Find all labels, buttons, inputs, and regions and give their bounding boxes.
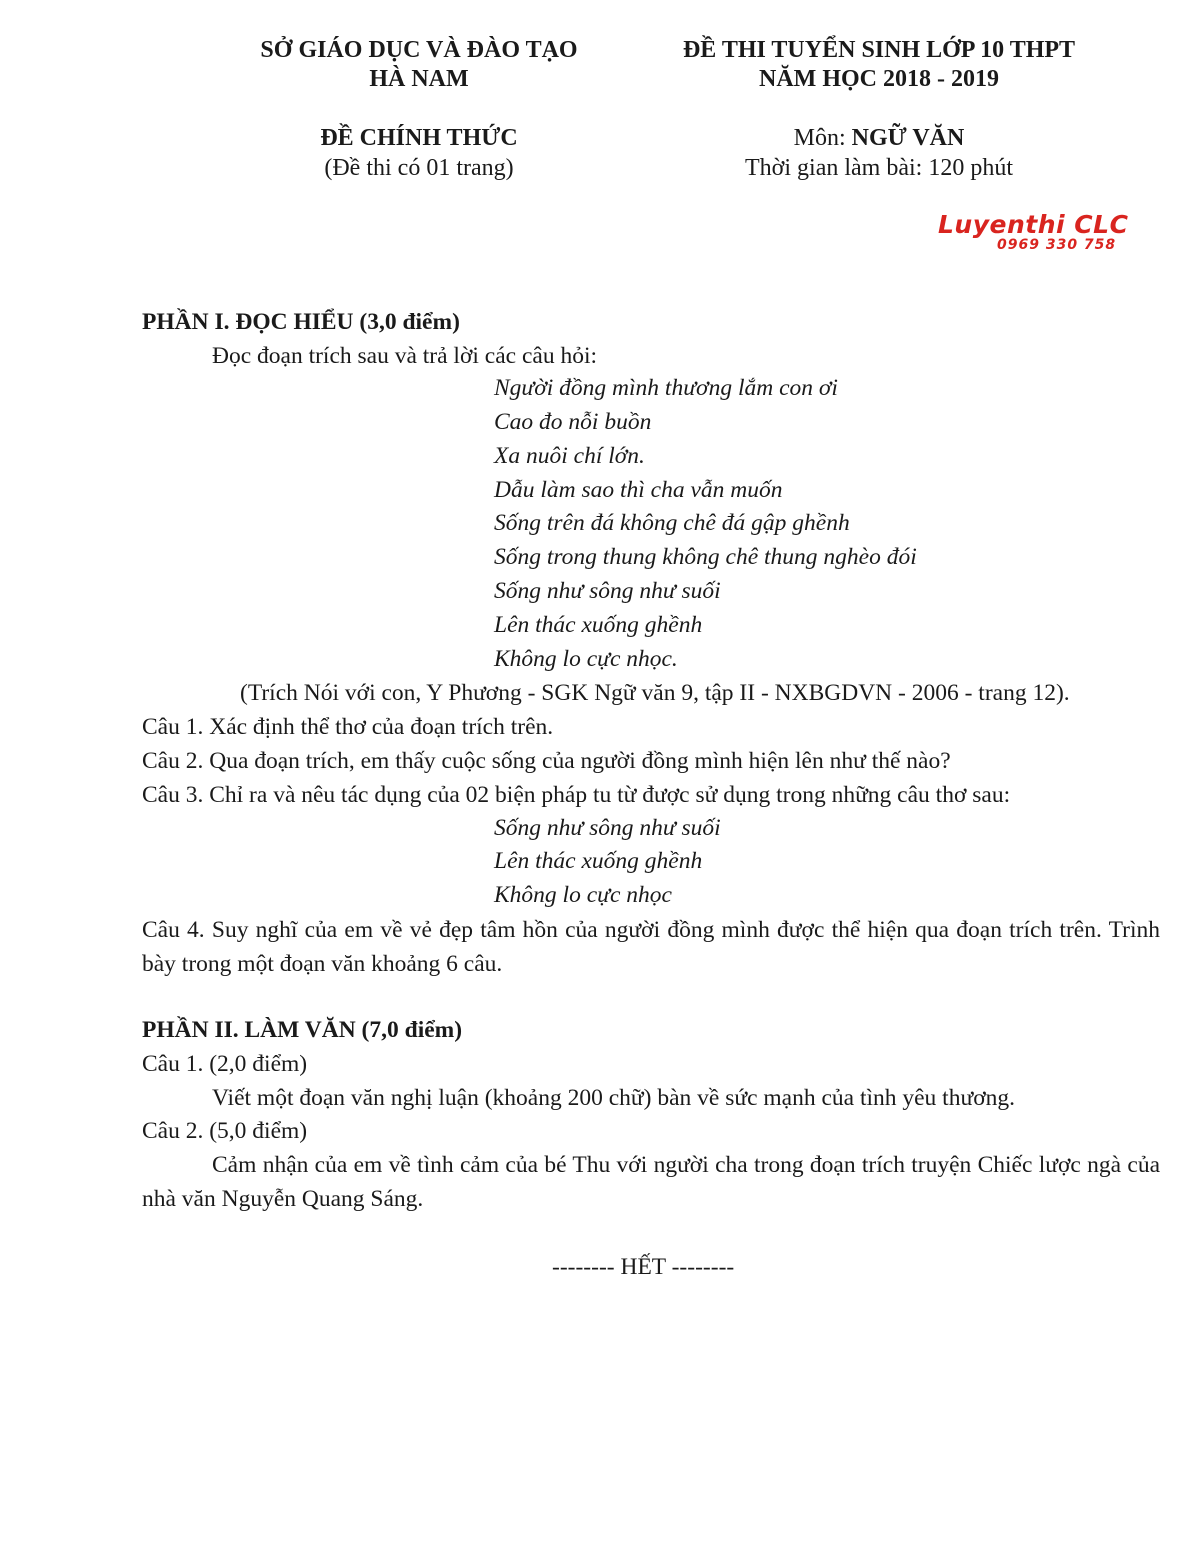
question-4: Câu 4. Suy nghĩ của em về vẻ đẹp tâm hồn của người đồng mình được thể hiện qua đoạn trích trên. Trình bày trong một đoạn văn khoảng 6 câu. (142, 917, 1160, 977)
part2-question-2-label: Câu 2. (5,0 điểm) (142, 1118, 308, 1144)
poem-line: Dẫu làm sao thì cha vẫn muốn (494, 477, 783, 503)
question-1: Câu 1. Xác định thể thơ của đoạn trích trên. (142, 714, 554, 740)
part2-question-1-label: Câu 1. (2,0 điểm) (142, 1051, 308, 1077)
subject-prefix: Môn: (793, 125, 852, 151)
poem-line: Lên thác xuống ghềnh (494, 612, 703, 638)
question-2: Câu 2. Qua đoạn trích, em thấy cuộc sống của người đồng mình hiện lên như thế nào? (142, 748, 951, 774)
part2-question-2-text: Cảm nhận của em về tình cảm của bé Thu với người cha trong đoạn trích truyện Chiếc lược ngà của nhà văn Nguyễn Quang Sáng. (142, 1152, 1160, 1212)
poem-line: Xa nuôi chí lớn. (494, 443, 645, 469)
subject-line (640, 124, 1118, 153)
poem-line: Sống trên đá không chê đá gập ghềnh (494, 510, 850, 536)
poem-line: Cao đo nỗi buồn (494, 409, 652, 435)
part2-question-1-text: Viết một đoạn văn nghị luận (khoảng 200 chữ) bàn về sức mạnh của tình yêu thương. (212, 1085, 1016, 1111)
province-name: HÀ NAM (369, 66, 469, 92)
poem-source: (Trích Nói với con, Y Phương - SGK Ngữ văn 9, tập II - NXBGDVN - 2006 - trang 12). (240, 680, 1070, 706)
exam-title: ĐỀ THI TUYỂN SINH LỚP 10 THPT (682, 37, 1076, 63)
question-3-line: Không lo cực nhọc (494, 882, 672, 908)
subject-name: NGỮ VĂN (851, 125, 965, 151)
poem-line: Người đồng mình thương lắm con ơi (494, 375, 838, 401)
question-3-line: Lên thác xuống ghềnh (494, 848, 703, 874)
end-mark: -------- HẾT -------- (552, 1254, 735, 1280)
official-label: ĐỀ CHÍNH THỨC (320, 125, 518, 151)
part1-heading: PHẦN I. ĐỌC HIỂU (3,0 điểm) (142, 309, 460, 335)
poem-line: Không lo cực nhọc. (494, 646, 678, 672)
logo-title: Luyenthi CLC (938, 210, 1129, 239)
department-name: SỞ GIÁO DỤC VÀ ĐÀO TẠO (260, 37, 578, 63)
page-count-note: (Đề thi có 01 trang) (324, 155, 514, 181)
part2-heading: PHẦN II. LÀM VĂN (7,0 điểm) (142, 1017, 463, 1043)
school-year: NĂM HỌC 2018 - 2019 (759, 66, 999, 92)
poem-line: Sống như sông như suối (494, 578, 721, 604)
part1-instruction: Đọc đoạn trích sau và trả lời các câu hỏi: (212, 343, 598, 369)
logo-phone: 0969 330 758 (997, 237, 1117, 253)
question-3: Câu 3. Chỉ ra và nêu tác dụng của 02 biện pháp tu từ được sử dụng trong những câu thơ sau: (142, 782, 1011, 808)
duration: Thời gian làm bài: 120 phút (745, 155, 1013, 181)
poem-line: Sống trong thung không chê thung nghèo đói (494, 544, 917, 570)
question-3-line: Sống như sông như suối (494, 815, 721, 841)
